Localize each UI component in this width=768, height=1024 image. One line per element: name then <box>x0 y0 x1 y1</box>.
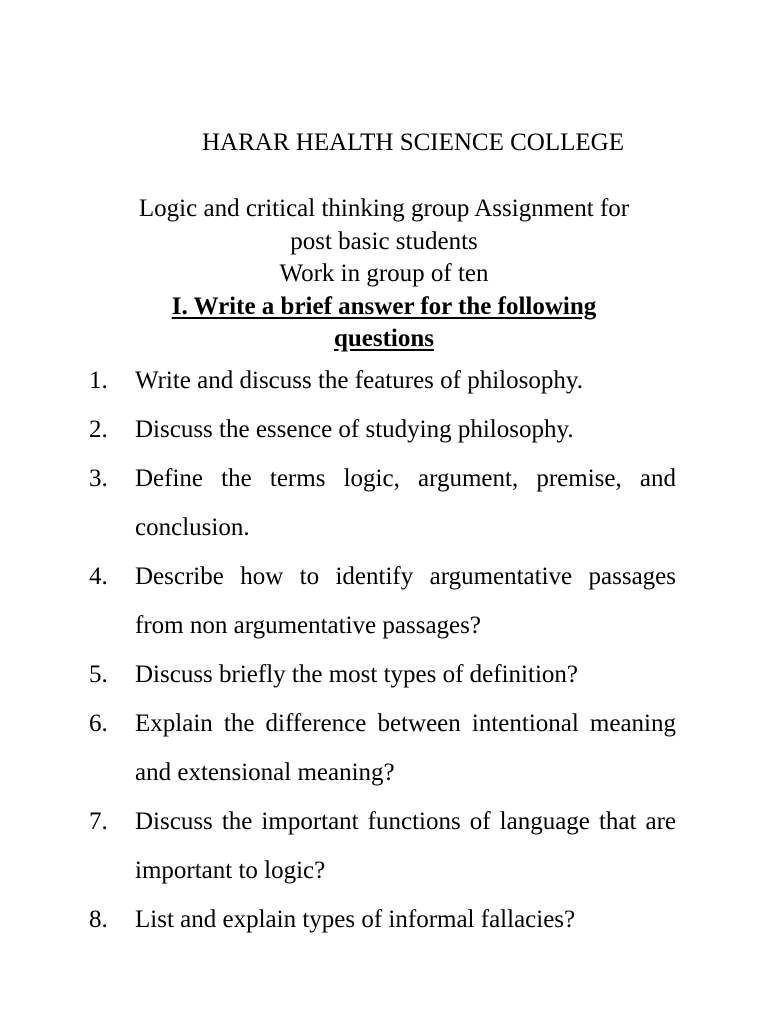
question-number: 4. <box>89 563 108 590</box>
group-note: Work in group of ten <box>279 260 489 287</box>
question-number: 8. <box>89 906 108 933</box>
question-text: List and explain types of informal fallacies? <box>135 906 576 933</box>
assignment-title-line-2: post basic students <box>290 227 478 255</box>
assignment-title-line-1: Logic and critical thinking group Assignment for <box>138 195 630 222</box>
question-item <box>0 405 676 454</box>
question-number: 2. <box>89 416 108 443</box>
question-item <box>0 797 676 895</box>
question-number: 1. <box>89 367 108 394</box>
question-item <box>0 650 676 699</box>
question-number: 7. <box>89 808 108 835</box>
question-item <box>0 552 676 650</box>
question-number: 5. <box>89 661 108 688</box>
question-text: Define the terms logic, argument, premise, and conclusion. <box>135 465 676 541</box>
question-list <box>0 356 768 944</box>
section-heading-line-1: I. Write a brief answer for the following <box>171 292 597 320</box>
question-text: Discuss the important functions of language that are important to logic? <box>135 808 676 884</box>
question-text: Explain the difference between intentional meaning and extensional meaning? <box>135 710 676 786</box>
question-item <box>0 356 676 405</box>
question-text: Write and discuss the features of philosophy. <box>135 367 583 394</box>
section-heading-line-2: questions <box>333 325 435 352</box>
question-number: 3. <box>89 465 108 492</box>
assignment-heading <box>90 193 678 356</box>
question-text: Discuss briefly the most types of definition? <box>135 661 578 688</box>
question-item <box>0 895 676 944</box>
question-number: 6. <box>89 710 108 737</box>
question-item <box>0 454 676 552</box>
question-item <box>0 699 676 797</box>
question-text: Describe how to identify argumentative passages from non argumentative passages? <box>135 563 676 639</box>
question-text: Discuss the essence of studying philosophy. <box>135 416 574 443</box>
institution-title: HARAR HEALTH SCIENCE COLLEGE <box>202 129 624 156</box>
